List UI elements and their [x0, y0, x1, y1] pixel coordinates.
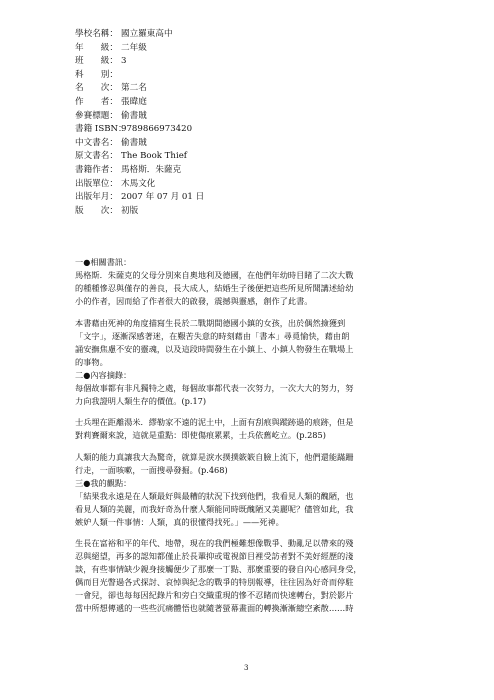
section-heading-book-info: 一●相關書訊： — [75, 257, 132, 267]
meta-key: 班 級： — [75, 56, 118, 67]
meta-key: 書籍 ISBN： — [75, 124, 127, 135]
meta-row-publisher — [75, 178, 204, 192]
page-number: 3 — [244, 664, 249, 672]
meta-row-chinese-title — [75, 137, 204, 151]
meta-key: 參賽標題： — [75, 110, 118, 121]
meta-key: 名 次： — [75, 83, 118, 94]
meta-value: 初版 — [121, 205, 139, 216]
meta-key: 書籍作者： — [75, 164, 118, 175]
meta-value: 馬格斯．朱薩克 — [121, 164, 182, 175]
meta-row-publish-date — [75, 191, 204, 205]
paragraph-reflection: 生長在富裕和平的年代、地帶，現在的我們極難想像戰爭、動亂足以帶來的殘 忍與絕望，再多的認知都僅止於長輩抑或電視節目裡受訪者對不美好經歷的淺 談，有些事情缺少親身接觸便少了那麼一丁點、那麼重要的發自內心感同身受， 偶而目光瞥過各式探討、哀悼與紀念的戰爭的特別報導，往往因為好奇而停駐 一會兒，卻也每每因紀錄片和旁白交織重現的慘不忍睹而快速轉台，對於影片 當中所想傳遞的一些些沉痛體悟也就隨著螢幕畫面的轉換漸漸總空紊散……時 — [75, 538, 362, 613]
meta-row-original-title — [75, 150, 204, 164]
meta-value: 偷書賊 — [121, 110, 147, 121]
meta-key: 出版單位： — [75, 178, 118, 189]
meta-row-book-author — [75, 164, 204, 178]
meta-row-department — [75, 69, 204, 83]
excerpt-quote: 士兵埋在距離湯米．繆勒家不遠的泥土中，上面有刮痕與蹤跡過的痕跡，但是 對莉賽爾來說，這就是重點：即使傷痕累累，士兵依舊屹立。(p.285) — [75, 417, 354, 440]
meta-row-author — [75, 96, 204, 110]
meta-key: 中文書名： — [75, 137, 118, 148]
meta-value: 第二名 — [121, 83, 147, 94]
meta-key: 作 者： — [75, 96, 118, 107]
paragraph-author-background: 馬格斯．朱薩克的父母分別來自奧地利及德國，在他們年幼時目睹了二次大戰 的種種慘忍與僅存的善良，長大成人，結婚生子後便把這些所見所聞講述給幼 小的作者，因而給了作者很大的啟發，震撼與靈感，創作了此書。 — [75, 270, 354, 306]
death-quote: 「結果我永遠是在人類最好與最糟的狀況下找到他們，我看見人類的醜陋，也 看見人類的美麗，而我好奇為什麼人類能同時既醜陋又美麗呢？儘管如此，我 嫉妒人類一件事情：人類，真的很懂得找死。」——死神。 — [75, 490, 354, 527]
meta-row-isbn — [75, 123, 204, 137]
section-heading-my-view: 三●我的觀點： — [75, 477, 132, 488]
meta-row-rank — [75, 82, 204, 96]
meta-value: The Book Thief — [121, 151, 187, 162]
meta-value: 張暐庭 — [121, 96, 147, 107]
paragraph-book-summary: 本書藉由死神的角度描寫生長於二戰期間德國小鎮的女孩，出於偶然撿獲到 「文字」，逐漸深感著迷，在艱苦失意的時刻藉由「書本」尋覓愉快，藉由朗 誦安撫焦慮不安的靈魂，以及這段時間發生在小鎮上、小鎮人物發生在戰場上 的事物。 — [75, 317, 354, 367]
excerpt-quote: 每個故事都有非凡獨特之處，每個故事都代表一次努力，一次大大的努力，努 力向我證明人類生存的價值。(p.17) — [75, 382, 354, 406]
meta-value: 二年級 — [121, 42, 147, 53]
meta-value: 木馬文化 — [121, 178, 156, 189]
meta-key: 學校名稱： — [75, 29, 118, 39]
essay-body — [75, 256, 423, 615]
excerpt-quote: 人類的能力真讓我大為驚奇，就算是淚水撲撲簌簌自臉上流下，他們還能蹣跚 行走，一面咳嗽，一面搜尋發掘。(p.468) — [75, 451, 354, 475]
meta-value: 國立羅東高中 — [121, 29, 173, 39]
meta-row-class — [75, 55, 204, 69]
meta-row-school — [75, 28, 204, 42]
meta-key: 原文書名： — [75, 151, 118, 162]
meta-row-entry-title — [75, 110, 204, 124]
meta-value: 3 — [121, 56, 127, 67]
metadata-block — [75, 28, 204, 218]
meta-row-grade — [75, 42, 204, 56]
section-heading-excerpts: 二●內容摘錄： — [75, 369, 132, 380]
meta-value: 9789866973420 — [121, 124, 193, 135]
meta-key: 出版年月： — [75, 192, 118, 203]
meta-value: 偷書賊 — [121, 137, 147, 148]
meta-row-edition — [75, 205, 204, 219]
meta-key: 版 次： — [75, 205, 118, 216]
meta-value: 2007 年 07 月 01 日 — [121, 192, 205, 203]
meta-key: 年 級： — [75, 42, 118, 53]
meta-key: 科 別： — [75, 69, 118, 80]
